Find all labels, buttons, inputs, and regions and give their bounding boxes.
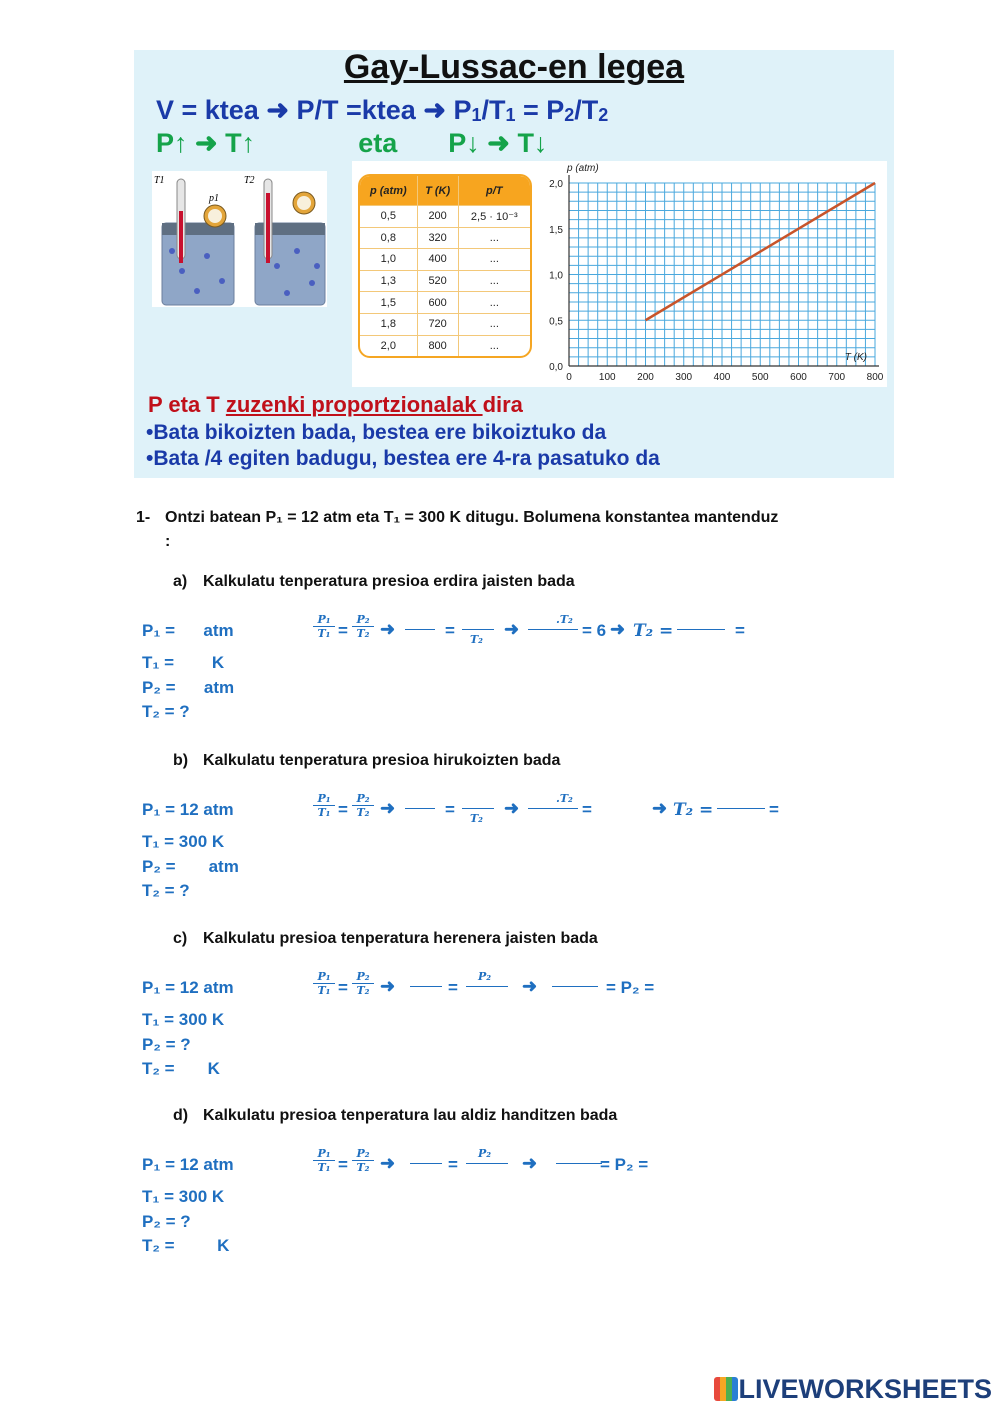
numerator: P₂ bbox=[356, 970, 370, 983]
denominator: T₂ bbox=[470, 633, 484, 646]
data-table bbox=[358, 174, 532, 358]
x-tick-label: 0 bbox=[566, 372, 572, 383]
table-cell: 200 bbox=[417, 206, 458, 228]
equals-sign: = bbox=[445, 800, 455, 819]
given-value: T₂ = ? bbox=[142, 881, 190, 900]
arrow-right-icon: ➜ bbox=[380, 619, 396, 639]
denominator: T₂ bbox=[352, 805, 374, 819]
eq-sub: 2 bbox=[564, 105, 575, 125]
blank-line[interactable] bbox=[410, 986, 442, 987]
label-t1: T1 bbox=[154, 175, 165, 186]
summary-underlined: zuzenki proportzionalak bbox=[225, 392, 483, 417]
summary-a: P eta T bbox=[148, 392, 226, 417]
proportion-line bbox=[156, 128, 616, 159]
table-header: T (K) bbox=[417, 176, 458, 206]
numerator: P₂ bbox=[356, 1147, 370, 1160]
part-text: Kalkulatu presioa tenperatura lau aldiz handitzen bada bbox=[203, 1107, 618, 1124]
eq-sub: 2 bbox=[598, 105, 609, 125]
x-tick-label: 800 bbox=[866, 372, 884, 383]
label-p1: p1 bbox=[209, 193, 219, 204]
given-value: T₂ = K bbox=[142, 1236, 230, 1255]
page-title: Gay-Lussac-en legea bbox=[343, 48, 685, 86]
eta-word: eta bbox=[358, 128, 398, 158]
part-text: Kalkulatu presioa tenperatura herenera jaisten bada bbox=[203, 930, 598, 947]
arrow-right-icon: ➜ bbox=[423, 95, 446, 125]
arrow-right-icon: ➜ bbox=[522, 1153, 538, 1173]
table-row bbox=[360, 249, 530, 271]
part-label: b) bbox=[173, 752, 189, 769]
x-tick-label: 600 bbox=[790, 372, 807, 383]
table-cell: ... bbox=[458, 313, 530, 335]
x-axis-label: T (K) bbox=[844, 352, 867, 363]
numerator: .T₂ bbox=[556, 792, 573, 805]
eq-t1: /T bbox=[481, 95, 506, 125]
fraction bbox=[313, 613, 335, 640]
given-value: T₂ = ? bbox=[142, 702, 190, 721]
numerator: .T₂ bbox=[556, 613, 573, 626]
denominator: T₁ bbox=[313, 1160, 335, 1174]
arrow-right-icon: ➜ bbox=[652, 798, 668, 818]
table-header: p (atm) bbox=[360, 176, 417, 206]
t2-label: T₂ = bbox=[673, 800, 714, 820]
logo-text: LIVEWORKSHEETS bbox=[738, 1374, 992, 1404]
given-value: P₁ = atm bbox=[142, 621, 234, 640]
table-cell: ... bbox=[458, 270, 530, 292]
blank-line[interactable] bbox=[462, 629, 494, 630]
y-axis-label: p (atm) bbox=[567, 163, 599, 174]
x-tick-label: 300 bbox=[675, 372, 693, 383]
equals-sign: = bbox=[769, 800, 779, 819]
table-row bbox=[360, 270, 530, 292]
question-text: Ontzi batean P₁ = 12 atm eta T₁ = 300 K ditugu. Bolumena konstantea mantenduz bbox=[165, 509, 779, 526]
summary-line-2: •Bata bikoizten bada, bestea ere bikoiztuko da bbox=[146, 421, 607, 444]
fraction bbox=[352, 970, 374, 997]
numerator: P₁ bbox=[317, 970, 331, 983]
table-row bbox=[360, 313, 530, 335]
result: = P₂ = bbox=[606, 978, 655, 997]
table-row bbox=[360, 227, 530, 249]
part-label: c) bbox=[173, 930, 188, 947]
question-colon: : bbox=[165, 533, 171, 550]
numerator: P₂ bbox=[356, 613, 370, 626]
denominator: T₂ bbox=[470, 812, 484, 825]
eq-t2: /T bbox=[574, 95, 599, 125]
liveworksheets-logo bbox=[714, 1374, 992, 1405]
eq-sub: 1 bbox=[505, 105, 516, 125]
eq-sub: 1 bbox=[471, 105, 482, 125]
fraction bbox=[352, 1147, 374, 1174]
blank-line[interactable] bbox=[462, 808, 494, 809]
table-cell: 1,0 bbox=[360, 249, 417, 271]
denominator: T₂ bbox=[352, 626, 374, 640]
part-label: a) bbox=[173, 573, 188, 590]
numerator: P₁ bbox=[317, 1147, 331, 1160]
flask-drawing bbox=[152, 171, 327, 307]
x-tick-label: 500 bbox=[751, 372, 769, 383]
summary-line-3: •Bata /4 egiten badugu, bestea ere 4-ra pasatuko da bbox=[146, 447, 660, 470]
table-row bbox=[360, 292, 530, 314]
given-value: P₁ = 12 atm bbox=[142, 800, 234, 819]
table-cell: 2,0 bbox=[360, 335, 417, 356]
fraction bbox=[313, 1147, 335, 1174]
equals-sign: = bbox=[338, 978, 348, 997]
table-cell: 320 bbox=[417, 227, 458, 249]
table-cell: 600 bbox=[417, 292, 458, 314]
answer-blank[interactable] bbox=[717, 808, 765, 809]
table-cell: 520 bbox=[417, 270, 458, 292]
table-cell: 400 bbox=[417, 249, 458, 271]
logo-icon bbox=[714, 1377, 738, 1401]
label-t2: T2 bbox=[244, 175, 255, 186]
x-tick-label: 200 bbox=[637, 372, 654, 383]
given-value: P₂ = atm bbox=[142, 678, 235, 697]
blank-line[interactable] bbox=[528, 629, 578, 630]
result: = 6 bbox=[582, 621, 607, 640]
y-tick-label: 0,5 bbox=[549, 316, 563, 328]
eq-pt: P/T =ktea bbox=[296, 95, 416, 125]
equation-line bbox=[156, 95, 608, 126]
numerator: P₁ bbox=[317, 613, 331, 626]
blank-line[interactable] bbox=[556, 1163, 602, 1164]
table-header: p/T bbox=[458, 176, 530, 206]
y-tick-label: 1,0 bbox=[549, 270, 563, 282]
result: = bbox=[582, 800, 592, 819]
table-cell: 0,5 bbox=[360, 206, 417, 228]
equals-sign: = bbox=[338, 1155, 348, 1174]
arrow-right-icon: ➜ bbox=[504, 619, 520, 639]
blank-line[interactable] bbox=[405, 808, 435, 809]
arrow-right-icon: ➜ bbox=[380, 798, 396, 818]
denominator: T₂ bbox=[352, 983, 374, 997]
arrow-right-icon: ➜ bbox=[195, 128, 218, 158]
y-tick-label: 2,0 bbox=[549, 179, 563, 190]
blank-line[interactable] bbox=[410, 1163, 442, 1164]
x-tick-label: 700 bbox=[828, 372, 846, 383]
part-text: Kalkulatu tenperatura presioa erdira jaisten bada bbox=[203, 573, 575, 590]
part-label: d) bbox=[173, 1107, 189, 1124]
x-tick-label: 400 bbox=[713, 372, 731, 383]
eq-p2: = P bbox=[515, 95, 565, 125]
blank-line[interactable] bbox=[405, 629, 435, 630]
table-cell: 2,5 · 10⁻³ bbox=[458, 206, 530, 228]
part-text: Kalkulatu tenperatura presioa hirukoizten bada bbox=[203, 752, 561, 769]
table-row bbox=[360, 206, 530, 228]
table-cell: 0,8 bbox=[360, 227, 417, 249]
fraction bbox=[352, 792, 374, 819]
table-cell: ... bbox=[458, 227, 530, 249]
result: = P₂ = bbox=[600, 1155, 649, 1174]
given-value: T₁ = 300 K bbox=[142, 832, 225, 851]
equals-sign: = bbox=[735, 621, 745, 640]
numerator: P₁ bbox=[317, 792, 331, 805]
y-tick-label: 0,0 bbox=[549, 362, 563, 373]
x-tick-label: 100 bbox=[598, 372, 616, 383]
given-value: T₂ = K bbox=[142, 1059, 220, 1078]
denominator: T₁ bbox=[313, 983, 335, 997]
arrow-right-icon: ➜ bbox=[380, 976, 396, 996]
denominator: T₁ bbox=[313, 626, 335, 640]
table-cell: ... bbox=[458, 335, 530, 356]
given-value: T₁ = 300 K bbox=[142, 1187, 225, 1206]
table-cell: 720 bbox=[417, 313, 458, 335]
given-value: T₁ = 300 K bbox=[142, 1010, 225, 1029]
blank-line[interactable] bbox=[466, 986, 508, 987]
table-cell: 1,5 bbox=[360, 292, 417, 314]
t-up: T↑ bbox=[225, 128, 256, 158]
denominator: T₁ bbox=[313, 805, 335, 819]
table-cell: 1,3 bbox=[360, 270, 417, 292]
table-cell: 800 bbox=[417, 335, 458, 356]
numerator: P₂ bbox=[478, 970, 492, 983]
equals-sign: = bbox=[448, 978, 458, 997]
fraction bbox=[313, 792, 335, 819]
fraction bbox=[352, 613, 374, 640]
blank-line[interactable] bbox=[466, 1163, 508, 1164]
blank-line[interactable] bbox=[528, 808, 578, 809]
equals-sign: = bbox=[448, 1155, 458, 1174]
denominator: T₂ bbox=[352, 1160, 374, 1174]
fraction bbox=[313, 970, 335, 997]
summary-line-1 bbox=[148, 392, 523, 418]
arrow-right-icon: ➜ bbox=[522, 976, 538, 996]
table-cell: ... bbox=[458, 292, 530, 314]
numerator: P₂ bbox=[478, 1147, 492, 1160]
table-cell: 1,8 bbox=[360, 313, 417, 335]
arrow-right-icon: ➜ bbox=[610, 619, 626, 639]
question-number: 1- bbox=[136, 509, 151, 526]
arrow-right-icon: ➜ bbox=[504, 798, 520, 818]
blank-line[interactable] bbox=[552, 986, 598, 987]
arrow-right-icon: ➜ bbox=[380, 1153, 396, 1173]
given-value: P₁ = 12 atm bbox=[142, 1155, 234, 1174]
eq-v: V = ktea bbox=[156, 95, 259, 125]
p-down: P↓ bbox=[448, 128, 480, 158]
p-up: P↑ bbox=[156, 128, 188, 158]
given-value: P₁ = 12 atm bbox=[142, 978, 234, 997]
t-down: T↓ bbox=[517, 128, 548, 158]
given-value: T₁ = K bbox=[142, 653, 225, 672]
given-value: P₂ = ? bbox=[142, 1035, 191, 1054]
arrow-right-icon: ➜ bbox=[487, 128, 510, 158]
summary-b: dira bbox=[482, 392, 523, 417]
arrow-right-icon: ➜ bbox=[266, 95, 289, 125]
y-tick-label: 1,5 bbox=[549, 224, 563, 236]
eq-p1: P bbox=[453, 95, 472, 125]
equals-sign: = bbox=[338, 800, 348, 819]
t2-label: T₂ = bbox=[633, 621, 674, 641]
flasks-illustration bbox=[152, 171, 327, 307]
given-value: P₂ = atm bbox=[142, 857, 239, 876]
table-row bbox=[360, 335, 530, 356]
equals-sign: = bbox=[338, 621, 348, 640]
given-value: P₂ = ? bbox=[142, 1212, 191, 1231]
answer-blank[interactable] bbox=[677, 629, 725, 630]
table-cell: ... bbox=[458, 249, 530, 271]
pressure-temperature-chart bbox=[535, 161, 887, 387]
equals-sign: = bbox=[445, 621, 455, 640]
numerator: P₂ bbox=[356, 792, 370, 805]
